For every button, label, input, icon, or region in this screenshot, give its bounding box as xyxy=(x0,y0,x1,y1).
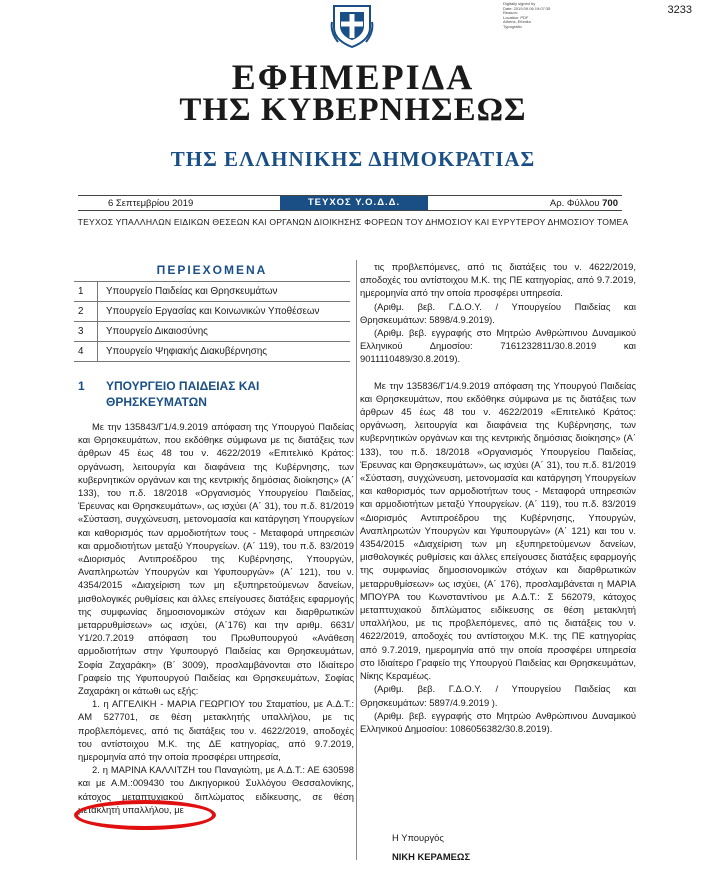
signer-title: Η Υπουργός xyxy=(392,832,444,843)
issue-subtitle: ΤΕΥΧΟΣ ΥΠΑΛΛΗΛΩΝ ΕΙΔΙΚΩΝ ΘΕΣΕΩΝ ΚΑΙ ΟΡΓΑΝΩΝ ΔΙΟΙΚΗΣΗΣ ΦΟΡΕΩΝ ΤΟΥ ΔΗΜΟΣΙΟΥ ΚΑΙ ΕΥΡΥΤΕΡΟΥ ΔΗΜΟΣΙΟΥ ΤΟΜΕΑ xyxy=(77,217,629,227)
page-number: 3233 xyxy=(667,4,692,16)
continuation-paragraph: τις προβλεπόμενες, από τις διατάξεις του ν. 4622/2019, αποδοχές του αντίστοιχου Μ.Κ. της ΠΕ κατηγορίας, από 9.7.2019, ημερομηνία από την οποία προσφέρει υπηρεσία. xyxy=(360,261,636,299)
appointment-paragraph-2: 2. η ΜΑΡΙΝΑ ΚΑΛΛΙΤΖΗ του Παναγιώτη, με Α.Δ.Τ.: ΑΕ 630598 και με Α.Μ.:009430 του Δικηγορικού Συλλόγου Θεσσαλονίκης, κάτοχος μεταπτυχιακού διπλώματος ειδίκευσης, σε θέση μετακλητή υπαλλήλου, με xyxy=(78,764,354,815)
right-column xyxy=(360,260,636,735)
signature-line: Athens, Ethniko xyxy=(503,19,532,25)
masthead-title-line3: ΤΗΣ ΕΛΛΗΝΙΚΗΣ ΔΗΜΟΚΡΑΤΙΑΣ xyxy=(170,147,536,171)
section-number: 1 xyxy=(78,379,85,393)
greek-coat-of-arms-icon xyxy=(330,2,374,48)
contents-number: 4 xyxy=(74,342,98,361)
column-divider xyxy=(356,260,357,860)
contents-text: Υπουργείο Ψηφιακής Διακυβέρνησης xyxy=(106,346,268,357)
signature-line: Reason: xyxy=(503,10,518,16)
contents-number: 3 xyxy=(74,322,98,341)
registry-note: (Αριθμ. βεβ. εγγραφής στο Μητρώο Ανθρώπινου Δυναμικού Ελληνικού Δημοσίου: 7161232811/30.8.2019 και 9011110489/30.8.2019). xyxy=(360,327,636,365)
sheet-label: Αρ. Φύλλου xyxy=(549,198,600,209)
section-title: ΥΠΟΥΡΓΕΙΟ ΠΑΙΔΕΙΑΣ ΚΑΙ ΘΡΗΣΚΕΥΜΑΤΩΝ xyxy=(106,379,260,409)
contents-table xyxy=(74,281,350,362)
contents-row xyxy=(74,302,350,322)
signature-line: Date: 2019.09.06 19:07:35 xyxy=(503,5,551,11)
appointment-paragraph-1: 1. η ΑΓΓΕΛΙΚΗ - ΜΑΡΙΑ ΓΕΩΡΓΙΟΥ του Σταματίου, με Α.Δ.Τ.: ΑΜ 527701, σε θέση μετακλητής υπαλλήλου, με τις προβλεπόμενες, από τις διατάξεις του ν. 4622/2019, αποδοχές του αντίστοιχου Μ.Κ. της ΔΕ κατηγορίας, από 9.7.2019, ημερομηνία από την οποία προσφέρει υπηρεσία, xyxy=(78,698,354,763)
certificate-note: (Αριθμ. βεβ. Γ.Δ.Ο.Υ. / Υπουργείου Παιδείας και Θρησκευμάτων: 5898/4.9.2019). xyxy=(360,300,636,325)
sheet-number: 700 xyxy=(602,198,618,209)
contents-row xyxy=(74,342,350,362)
signature-line: Digitally signed by xyxy=(503,1,536,6)
contents-text: Υπουργείο Εργασίας και Κοινωνικών Υποθέσεων xyxy=(106,306,320,317)
signer-name: ΝΙΚΗ ΚΕΡΑΜΕΩΣ xyxy=(392,851,471,862)
contents-number: 1 xyxy=(74,282,98,301)
contents-number: 2 xyxy=(74,302,98,321)
registry-note-2: (Αριθμ. βεβ. εγγραφής στο Μητρώο Ανθρώπινου Δυναμικού Ελληνικού Δημοσίου: 1086056382/30.8.2019). xyxy=(360,709,636,734)
issue-series-badge: ΤΕΥΧΟΣ Υ.Ο.Δ.Δ. xyxy=(280,196,428,210)
left-column xyxy=(78,420,354,816)
masthead-title-line1: ΕΦΗΜΕΡΙΔΑ xyxy=(231,57,475,97)
paragraph-gap xyxy=(360,366,636,379)
contents-text: Υπουργείο Παιδείας και Θρησκευμάτων xyxy=(106,286,278,297)
contents-row xyxy=(74,322,350,342)
masthead-title-line2: ΤΗΣ ΚΥΒΕΡΝΗΣΕΩΣ xyxy=(179,92,527,128)
contents-text: Υπουργείο Δικαιοσύνης xyxy=(106,326,208,337)
decision-paragraph: Με την 135843/Γ1/4.9.2019 απόφαση της Υπουργού Παιδείας και Θρησκευμάτων, που εκδόθηκε σύμφωνα με τις διατάξεις των άρθρων 45 έως 48 του ν. 4622/2019 «Επιτελικό Κράτος: οργάνωση, λειτουργία και διαφάνεια της Κυβέρνησης, των κυβερνητικών οργάνων και της κεντρικής δημόσιας διοίκησης» (Α΄ 133), του π.δ. 18/2018 «Οργανισμός Υπουργείου Παιδείας, Έρευνας και Θρησκευμάτων», ως ισχύει (Α΄ 31), του π.δ. 81/2019 «Σύσταση, συγχώνευση, μετονομασία και κατάργηση Υπουργείων και καθορισμός των αρμοδιοτήτων τους - Μεταφορά υπηρεσιών και αρμοδιοτήτων μεταξύ Υπουργείων. (Α΄ 119), του π.δ. 83/2019 «Διορισμός Αντιπροέδρου της Κυβέρνησης, Υπουργών, Αναπληρωτών Υπουργών και Υφυπουργών» (Α΄ 121), του ν. 4354/2015 «Διαχείριση των μη εξυπηρετούμενων δανείων, μισθολογικές ρυθμίσεις και άλλες επείγουσες διατάξεις εφαρμογής της συμφωνίας δημοσιονομικών στόχων και διαρθρωτικών μεταρρυθμίσεων» ως ισχύει, (Α΄176) και την αριθμ. 6631/Υ1/20.7.2019 απόφαση του Πρωθυπουργού «Ανάθεση αρμοδιοτήτων στην Υφυπουργό Παιδείας και Θρησκευμάτων, Σοφία Ζαχαράκη» (Β΄ 3009), προσλαμβάνονται στο Ιδιαίτερο Γραφείο της Υφυπουργού Παιδείας και Θρησκευμάτων, Σοφίας Ζαχαράκη οι κάτωθι ως εξής: xyxy=(78,421,354,697)
contents-row xyxy=(74,282,350,302)
issue-info-row xyxy=(78,195,622,211)
decision-paragraph-2: Με την 135836/Γ1/4.9.2019 απόφαση της Υπουργού Παιδείας και Θρησκευμάτων, που εκδόθηκε σύμφωνα με τις διατάξεις των άρθρων 45 έως 48 του ν. 4622/2019 «Επιτελικό Κράτος: οργάνωση, λειτουργία και διαφάνεια της Κυβέρνησης, των κυβερνητικών οργάνων και της κεντρικής δημόσιας διοίκησης» (Α΄ 133), του π.δ. 18/2018 «Οργανισμός Υπουργείου Παιδείας, Έρευνας και Θρησκευμάτων», ως ισχύει (Α΄ 31), του π.δ. 81/2019 «Σύσταση, συγχώνευση, μετονομασία και κατάργηση Υπουργείων και καθορισμός των αρμοδιοτήτων τους - Μεταφορά υπηρεσιών και αρμοδιοτήτων μεταξύ Υπουργείων. (Α΄ 119), του π.δ. 83/2019 «Διορισμός Αντιπροέδρου της Κυβέρνησης, Υπουργών, Αναπληρωτών Υπουργών και Υφυπουργών» (Α΄ 121) και του ν. 4354/2015 «Διαχείριση των μη εξυπηρετούμενων δανείων, μισθολογικές ρυθμίσεις και άλλες επείγουσες διατάξεις εφαρμογής της συμφωνίας δημοσιονομικών στόχων και διαρθρωτικών μεταρρυθμίσεων» ως ισχύει, (Α΄ 176), προσλαμβάνεται η ΜΑΡΙΑ ΜΠΟΥΡΑ του Κωνσταντίνου με Α.Δ.Τ.: Σ 562079, κάτοχος μεταπτυχιακού διπλώματος ειδίκευσης σε θέση μετακλητή υπαλλήλου, με τις προβλεπόμενες, από τις διατάξεις του ν. 4622/2019, αποδοχές του αντίστοιχου Μ.Κ. της ΠΕ κατηγορίας από 9.7.2019, ημερομηνία από την οποία προσφέρει υπηρεσία στο Ιδιαίτερο Γραφείο της Υπουργού Παιδείας και Θρησκευμάτων, Νίκης Κεραμέως. xyxy=(360,379,636,682)
contents-title: ΠΕΡΙΕΧΟΜΕΝΑ xyxy=(156,263,268,277)
issue-sheet-number xyxy=(550,198,618,209)
signature-line: Typografio xyxy=(503,23,522,29)
digital-signature-box xyxy=(503,2,565,30)
signature-line: Location: PDF xyxy=(503,14,529,20)
red-highlight-circle xyxy=(74,800,216,830)
issue-date: 6 Σεπτεμβρίου 2019 xyxy=(108,198,194,209)
certificate-note-2: (Αριθμ. βεβ. Γ.Δ.Ο.Υ. / Υπουργείου Παιδείας και Θρησκευμάτων: 5897/4.9.2019 ). xyxy=(360,683,636,708)
